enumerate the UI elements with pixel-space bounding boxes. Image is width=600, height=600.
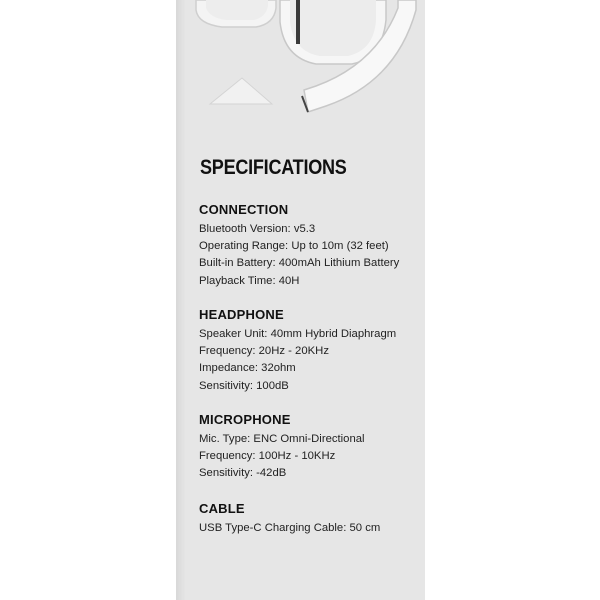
spec-item: Mic. Type: ENC Omni-Directional [199, 433, 365, 445]
page-title: SPECIFICATIONS [200, 156, 347, 179]
spec-item: Built-in Battery: 400mAh Lithium Battery [199, 257, 400, 270]
spec-item: Playback Time: 40H [199, 274, 300, 287]
spec-item: Sensitivity: -42dB [199, 467, 287, 480]
spec-panel [176, 0, 425, 600]
section-heading: MICROPHONE [199, 412, 291, 427]
spec-item: Sensitivity: 100dB [199, 379, 289, 392]
spec-item: Frequency: 100Hz - 10KHz [199, 450, 336, 463]
spec-item: USB Type-C Charging Cable: 50 cm [199, 522, 381, 534]
section-connection [199, 202, 399, 290]
section-heading: CONNECTION [199, 202, 289, 217]
spec-item: Operating Range: Up to 10m (32 feet) [199, 240, 389, 253]
section-heading: CABLE [199, 501, 245, 516]
spec-item: Impedance: 32ohm [199, 362, 296, 375]
section-heading: HEADPHONE [199, 307, 284, 322]
section-microphone [199, 412, 365, 483]
spec-item: Speaker Unit: 40mm Hybrid Diaphragm [199, 328, 397, 340]
section-headphone [199, 307, 396, 395]
section-cable [199, 501, 380, 537]
spec-item: Bluetooth Version: v5.3 [199, 223, 316, 235]
spec-item: Frequency: 20Hz - 20KHz [199, 345, 329, 358]
headphone-illustration [176, 0, 425, 130]
